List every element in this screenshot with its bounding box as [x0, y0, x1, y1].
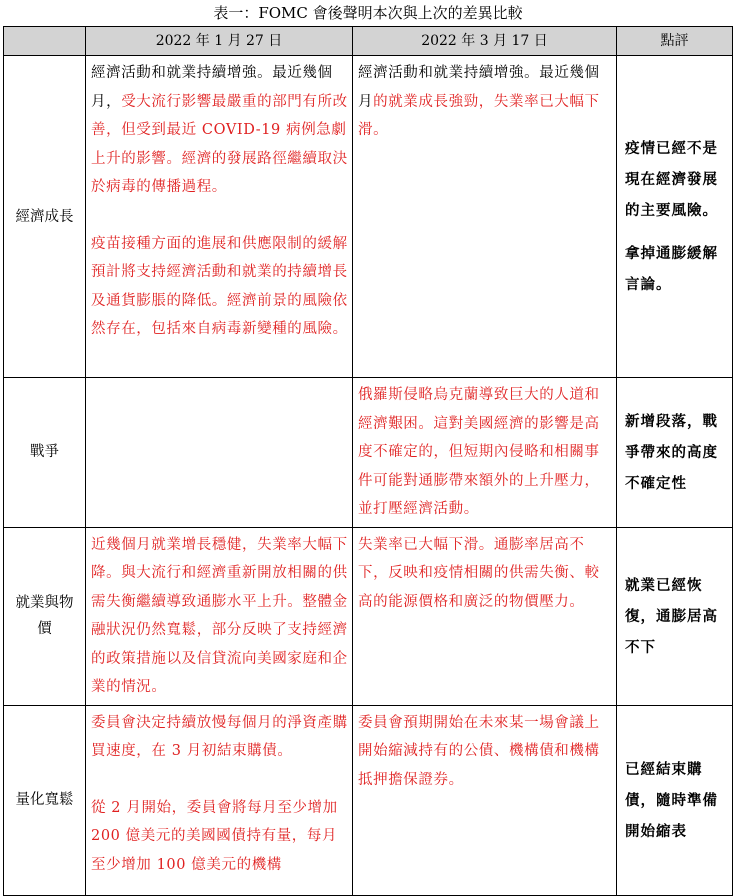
comment-text: 拿掉通膨緩解言論。 — [625, 245, 718, 293]
changed-text: 俄羅斯侵略烏克蘭導致巨大的人道和經濟艱困。這對美國經濟的影響是高度不確定的，但短期內侵略和相關事件可能對通膨帶來額外的上升壓力，並打壓經濟活動。 — [358, 387, 600, 517]
comment-text: 新增段落，戰爭帶來的高度不確定性 — [625, 412, 718, 492]
changed-text: 從 2 月開始，委員會將每月至少增加 200 億美元的美國國債持有量，每月至少增加 100 億美元的機構 — [91, 799, 338, 873]
header-mar: 2022 年 3 月 17 日 — [353, 27, 617, 56]
comment-text: 疫情已經不是現在經濟發展的主要風險。 — [625, 140, 718, 219]
cell-paragraph — [358, 59, 612, 145]
jan-cell — [86, 378, 353, 528]
cell-paragraph — [358, 709, 612, 795]
changed-text: 失業率已大幅下滑。通膨率居高不下，反映和疫情相關的供需失衡、較高的能源價格和廣泛的物價壓力。 — [358, 536, 600, 610]
table-row — [4, 527, 733, 705]
comparison-table — [3, 26, 733, 896]
row-label: 就業與物價 — [4, 527, 86, 705]
unchanged-text: 經濟活動和就業持續增強。最近幾個月， — [91, 65, 333, 110]
changed-text: 委員會決定持續放慢每個月的淨資產購買速度，在 3 月初結束購債。 — [91, 714, 348, 759]
changed-text: 近幾個月就業增長穩健，失業率大幅下降。與大流行和經濟重新開放相關的供需失衡繼續導致通膨水平上升。整體金融狀況仍然寬鬆，部分反映了支持經濟的政策措施以及信貸流向美國家庭和企業的情況。 — [91, 536, 348, 695]
cell-paragraph — [91, 59, 348, 202]
cell-paragraph — [91, 230, 348, 344]
jan-cell — [86, 705, 353, 895]
row-label: 戰爭 — [4, 378, 86, 528]
header-jan: 2022 年 1 月 27 日 — [86, 27, 353, 56]
comment-cell — [617, 527, 733, 705]
mar-cell — [353, 56, 617, 378]
cell-paragraph — [358, 531, 612, 617]
header-comment: 點評 — [617, 27, 733, 56]
table-row — [4, 378, 733, 528]
mar-cell — [353, 527, 617, 705]
row-label: 經濟成長 — [4, 56, 86, 378]
row-label: 量化寬鬆 — [4, 705, 86, 895]
comment-text: 已經結束購債，隨時準備開始縮表 — [625, 760, 718, 840]
mar-cell — [353, 378, 617, 528]
table-caption: 表一：FOMC 會後聲明本次與上次的差異比較 — [213, 4, 523, 22]
changed-text: 委員會預期開始在未來某一場會議上開始縮減持有的公債、機構債和機構抵押擔保證券。 — [358, 714, 600, 788]
changed-text: 受大流行影響最嚴重的部門有所改善，但受到最近 COVID-19 病例急劇上升的影響。經濟的發展路徑繼續取決於病毒的傳播過程。 — [91, 93, 348, 195]
table-row — [4, 705, 733, 895]
table-row — [4, 56, 733, 378]
jan-cell — [86, 527, 353, 705]
comment-text: 就業已經恢復，通膨居高不下 — [625, 576, 718, 656]
cell-paragraph — [358, 381, 612, 524]
comment-cell — [617, 378, 733, 528]
changed-text: 的就業成長強勁，失業率已大幅下滑。 — [358, 93, 600, 138]
cell-paragraph — [91, 531, 348, 702]
header-blank — [4, 27, 86, 56]
header-row — [4, 27, 733, 56]
comment-cell — [617, 705, 733, 895]
unchanged-text: 經濟活動和就業持續增強。最近幾個月 — [358, 65, 600, 110]
cell-paragraph — [91, 709, 348, 766]
mar-cell — [353, 705, 617, 895]
changed-text: 疫苗接種方面的進展和供應限制的緩解預計將支持經濟活動和就業的持續增長及通貨膨脹的降低。經濟前景的風險依然存在，包括來自病毒新變種的風險。 — [91, 235, 348, 337]
jan-cell — [86, 56, 353, 378]
comment-cell — [617, 56, 733, 378]
cell-paragraph — [91, 794, 348, 880]
